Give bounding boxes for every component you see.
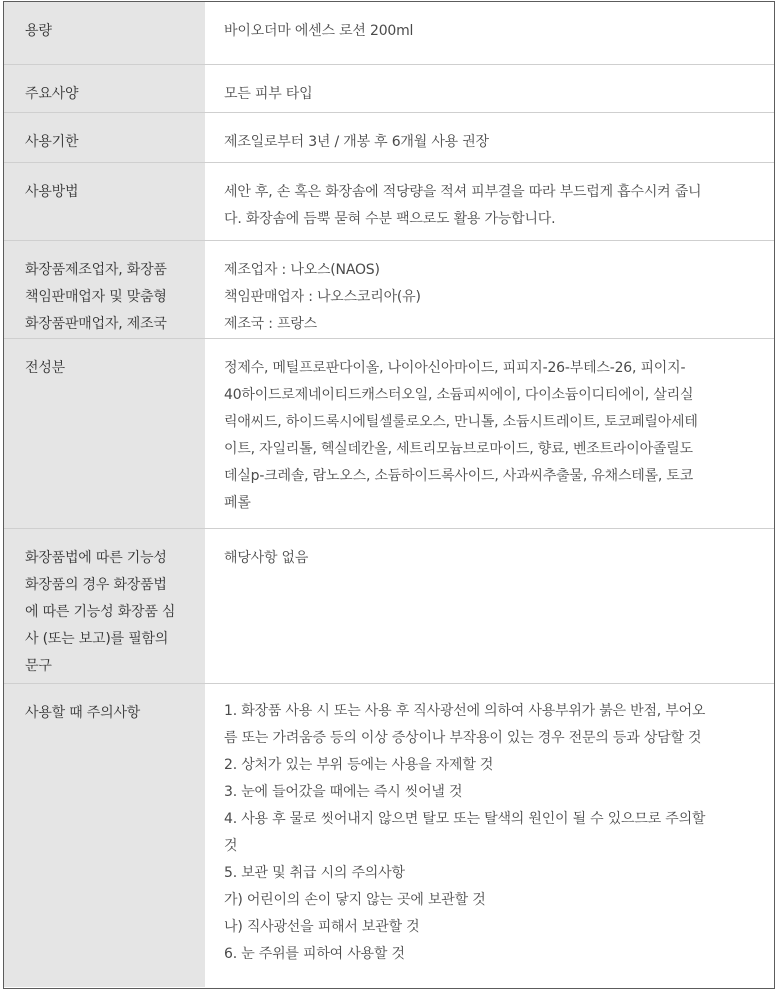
row-value	[205, 338, 774, 528]
value-line: 2. 상처가 있는 부위 등에는 사용을 자제할 것	[224, 756, 494, 773]
product-info-table	[4, 2, 774, 987]
label-line: 전성분	[25, 359, 65, 376]
row-main-spec	[4, 64, 774, 112]
value-line: 정제수, 메틸프로판다이올, 나이아신아마이드, 피피지-26-부테스-26, 피이지-	[224, 359, 686, 376]
row-label	[4, 162, 205, 240]
row-value	[205, 162, 774, 240]
row-label	[4, 2, 205, 64]
row-value	[205, 2, 774, 64]
row-manufacturer	[4, 240, 774, 338]
row-value	[205, 528, 774, 683]
value-line: 책임판매업자 : 나오스코리아(유)	[224, 288, 421, 305]
row-ingredients	[4, 338, 774, 528]
value-line: 것	[224, 837, 238, 854]
row-label	[4, 683, 205, 987]
value-line: 다. 화장솜에 듬뿍 묻혀 수분 팩으로도 활용 가능합니다.	[224, 210, 556, 227]
value-line: 40하이드로제네이티드캐스터오일, 소듐피씨에이, 다이소듐이디티에이, 살리실	[224, 386, 694, 403]
value-line: 세안 후, 손 혹은 화장솜에 적당량을 적셔 피부결을 따라 부드럽게 흡수시켜 줍니	[224, 183, 702, 200]
label-line: 주요사양	[25, 85, 79, 102]
value-line: 5. 보관 및 취급 시의 주의사항	[224, 864, 405, 881]
row-precautions	[4, 683, 774, 987]
label-line: 사용할 때 주의사항	[25, 704, 141, 721]
row-label	[4, 528, 205, 683]
label-line: 문구	[25, 657, 52, 674]
label-line: 사용기한	[25, 133, 79, 150]
value-line: 가) 어린이의 손이 닿지 않는 곳에 보관할 것	[224, 891, 486, 908]
row-value	[205, 683, 774, 987]
value-line: 제조일로부터 3년 / 개봉 후 6개월 사용 권장	[224, 133, 489, 150]
value-line: 4. 사용 후 물로 씻어내지 않으면 탈모 또는 탈색의 원인이 될 수 있으므로 주의할	[224, 810, 706, 827]
row-label	[4, 240, 205, 338]
label-line: 책임판매업자 및 맞춤형	[25, 288, 167, 305]
row-usage-method	[4, 162, 774, 240]
label-line: 화장품법에 따른 기능성	[25, 549, 167, 566]
value-line: 6. 눈 주위를 피하여 사용할 것	[224, 945, 405, 962]
row-value	[205, 112, 774, 162]
row-functional-cosmetic	[4, 528, 774, 683]
value-line: 페롤	[224, 494, 251, 511]
value-line: 해당사항 없음	[224, 549, 309, 566]
row-label	[4, 64, 205, 112]
value-line: 릭애씨드, 하이드록시에틸셀룰로오스, 만니톨, 소듐시트레이트, 토코페릴아세테	[224, 413, 698, 430]
row-value	[205, 64, 774, 112]
value-line: 데실p-크레솔, 람노오스, 소듐하이드록사이드, 사과씨추출물, 유채스테롤, 토코	[224, 467, 694, 484]
value-line: 름 또는 가려움증 등의 이상 증상이나 부작용이 있는 경우 전문의 등과 상담할 것	[224, 729, 702, 746]
row-label	[4, 112, 205, 162]
row-label	[4, 338, 205, 528]
value-line: 1. 화장품 사용 시 또는 사용 후 직사광선에 의하여 사용부위가 붉은 반점, 부어오	[224, 702, 706, 719]
label-line: 에 따른 기능성 화장품 심	[25, 603, 176, 620]
label-line: 용량	[25, 23, 52, 39]
row-capacity	[4, 2, 774, 64]
row-expiry	[4, 112, 774, 162]
label-line: 화장품제조업자, 화장품	[25, 261, 167, 278]
label-line: 화장품의 경우 화장품법	[25, 576, 167, 593]
value-line: 이트, 자일리톨, 헥실데칸올, 세트리모늄브로마이드, 향료, 벤조트라이아졸릴도	[224, 440, 693, 457]
row-value	[205, 240, 774, 338]
label-line: 화장품판매업자, 제조국	[25, 315, 167, 332]
value-line: 바이오더마 에센스 로션 200ml	[224, 23, 414, 39]
value-line: 모든 피부 타입	[224, 85, 313, 102]
label-line: 사용방법	[25, 183, 79, 200]
value-line: 제조국 : 프랑스	[224, 315, 317, 332]
label-line: 사 (또는 보고)를 필함의	[25, 630, 169, 647]
value-line: 나) 직사광선을 피해서 보관할 것	[224, 918, 420, 935]
value-line: 제조업자 : 나오스(NAOS)	[224, 261, 380, 278]
value-line: 3. 눈에 들어갔을 때에는 즉시 씻어낼 것	[224, 783, 463, 800]
product-info-table-frame	[3, 1, 775, 989]
